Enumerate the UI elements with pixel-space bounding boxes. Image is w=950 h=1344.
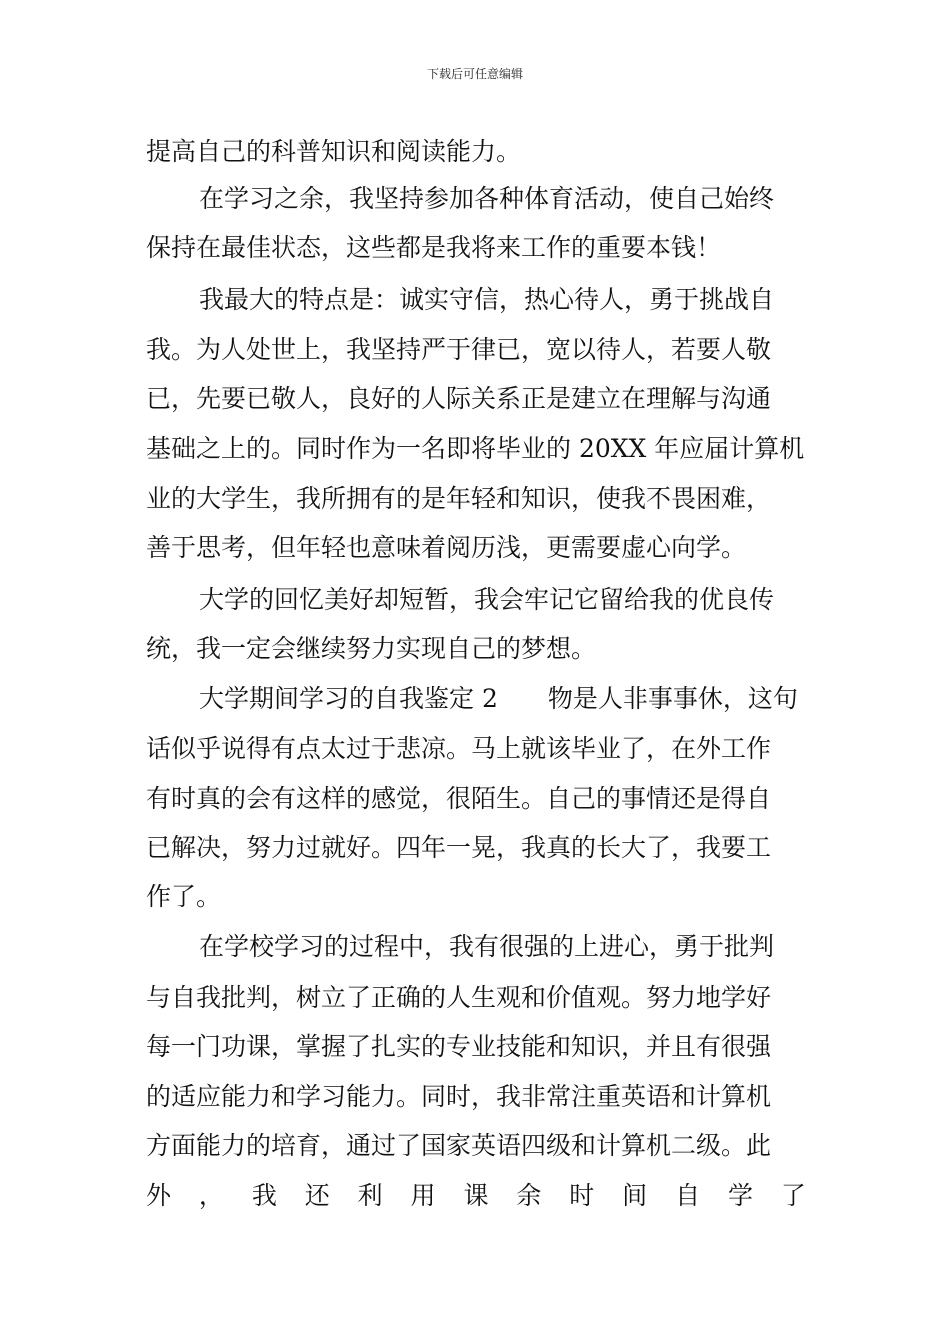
text-line: 善于思考，但年轻也意味着阅历浅，更需要虚心向学。 xyxy=(146,533,747,562)
text-line: 统，我一定会继续努力实现自己的梦想。 xyxy=(146,634,597,663)
page-header: 下载后可任意编辑 xyxy=(426,67,523,81)
text-line: 已，先要已敬人，良好的人际关系正是建立在理解与沟通 xyxy=(146,384,772,413)
text-line: 已解决，努力过就好。四年一晃，我真的长大了，我要工 xyxy=(146,833,772,862)
text-line: 提高自己的科普知识和阅读能力。 xyxy=(146,137,522,166)
text-char: 我 xyxy=(251,1181,277,1210)
text-line: 方面能力的培育，通过了国家英语四级和计算机二级。此 xyxy=(146,1131,772,1160)
text-char: 余 xyxy=(516,1181,542,1210)
text-line: 话似乎说得有点太过于悲凉。马上就该毕业了，在外工作 xyxy=(146,734,772,763)
text-char: 用 xyxy=(410,1181,436,1210)
text-char: 外 xyxy=(146,1181,172,1210)
text-line: 有时真的会有这样的感觉，很陌生。自己的事情还是得自 xyxy=(146,784,772,813)
text-char: ， xyxy=(198,1181,224,1210)
text-line: 业的大学生，我所拥有的是年轻和知识，使我不畏困难， xyxy=(146,484,772,513)
text-line: 我最大的特点是：诚实守信，热心待人，勇于挑战自 xyxy=(199,285,775,314)
text-line: 作了。 xyxy=(146,882,222,911)
text-line: 在学习之余，我坚持参加各种体育活动，使自己始终 xyxy=(199,184,775,213)
justified-text-line xyxy=(146,1180,806,1212)
text-line: 我。为人处世上，我坚持严于律已，宽以待人，若要人敬 xyxy=(146,335,772,364)
text-char: 课 xyxy=(463,1181,489,1210)
text-line: 保持在最佳状态，这些都是我将来工作的重要本钱！ xyxy=(146,233,722,262)
text-line: 大学的回忆美好却短暂，我会牢记它留给我的优良传 xyxy=(199,585,775,614)
text-char: 学 xyxy=(727,1181,753,1210)
text-char: 间 xyxy=(622,1181,648,1210)
text-char: 自 xyxy=(675,1181,701,1210)
text-line: 在学校学习的过程中，我有很强的上进心，勇于批判 xyxy=(199,932,775,961)
text-line: 与自我批判，树立了正确的人生观和价值观。努力地学好 xyxy=(146,983,772,1012)
text-char: 时 xyxy=(569,1181,595,1210)
text-char: 利 xyxy=(357,1181,383,1210)
text-line: 的适应能力和学习能力。同时，我非常注重英语和计算机 xyxy=(146,1082,772,1111)
text-line: 每一门功课，掌握了扎实的专业技能和知识，并且有很强 xyxy=(146,1032,772,1061)
text-char: 还 xyxy=(304,1181,330,1210)
section-heading-line: 大学期间学习的自我鉴定 2 物是人非事事休，这句 xyxy=(199,684,798,713)
text-line: 基础之上的。同时作为一名即将毕业的 20XX 年应届计算机 xyxy=(146,434,805,463)
text-char: 了 xyxy=(780,1181,806,1210)
